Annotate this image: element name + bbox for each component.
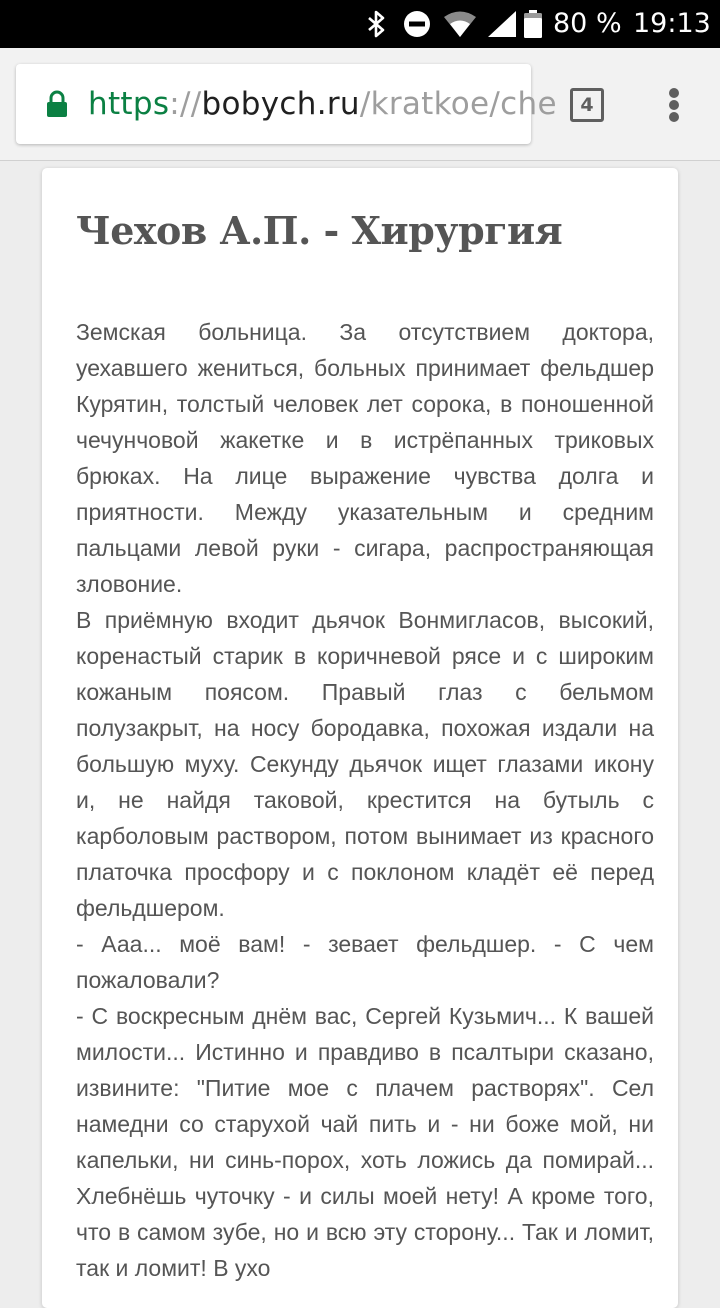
url-separator: :// — [169, 86, 202, 122]
lock-icon — [46, 90, 68, 118]
article-paragraph: - С воскресным днём вас, Сергей Кузьмич... К вашей милости... Истинно и правдиво в псалтыри сказано, извините: "Питие мое с плачем растворях". Сел намедни со старухой чай пить и - ни боже мой, ни капельки, ни синь-порох, хоть ложись да помирай... Хлебнёшь чуточку - и силы моей нету! А кроме того, что в самом зубе, но и всю эту сторону... Так и ломит, так и ломит! В ухо — [76, 1003, 654, 1281]
battery-percent: 80 % — [553, 8, 622, 39]
article-paragraph: В приёмную входит дьячок Вонмигласов, высокий, коренастый старик в коричневой рясе и с широким кожаным поясом. Правый глаз с бельмом полузакрыт, на носу бородавка, похожая издали на большую муху. Секунду дьячок ищет глазами икону и, не найдя таковой, крестится на бутыль с карболовым раствором, потом вынимает из красного платочка просфору и с поклоном кладёт её перед фельдшером. — [76, 607, 654, 921]
url-scheme: https — [88, 86, 170, 122]
status-bar — [0, 0, 720, 48]
url-text[interactable] — [88, 84, 557, 124]
tab-switcher-button[interactable] — [568, 86, 606, 122]
article-body — [76, 314, 654, 1286]
cellular-signal-icon — [486, 10, 518, 38]
address-bar[interactable] — [16, 64, 557, 144]
battery-icon — [523, 10, 543, 38]
menu-dot-icon — [669, 100, 679, 110]
clock: 19:13 — [633, 8, 711, 39]
menu-dot-icon — [669, 88, 679, 98]
article-card — [42, 168, 678, 1308]
do-not-disturb-icon — [401, 10, 433, 38]
url-path: /kratkoe/che — [359, 86, 557, 122]
article-title: Чехов А.П. - Хирургия — [76, 208, 563, 253]
menu-dot-icon — [669, 112, 679, 122]
tab-count: 4 — [580, 94, 594, 116]
url-host: bobych.ru — [201, 86, 360, 122]
bluetooth-icon — [363, 10, 389, 38]
wifi-icon — [443, 10, 477, 38]
browser-toolbar — [0, 48, 720, 161]
article-paragraph: - Ааа... моё вам! - зевает фельдшер. - С чем пожаловали? — [76, 931, 654, 993]
article-paragraph: Земская больница. За отсутствием доктора, уехавшего жениться, больных принимает фельдшер Курятин, толстый человек лет сорока, в поношенной чечунчовой жакетке и в истрёпанных триковых брюках. На лице выражение чувства долга и приятности. Между указательным и средним пальцами левой руки - сигара, распространяющая зловоние. — [76, 319, 654, 597]
overflow-menu-button[interactable] — [660, 84, 688, 124]
